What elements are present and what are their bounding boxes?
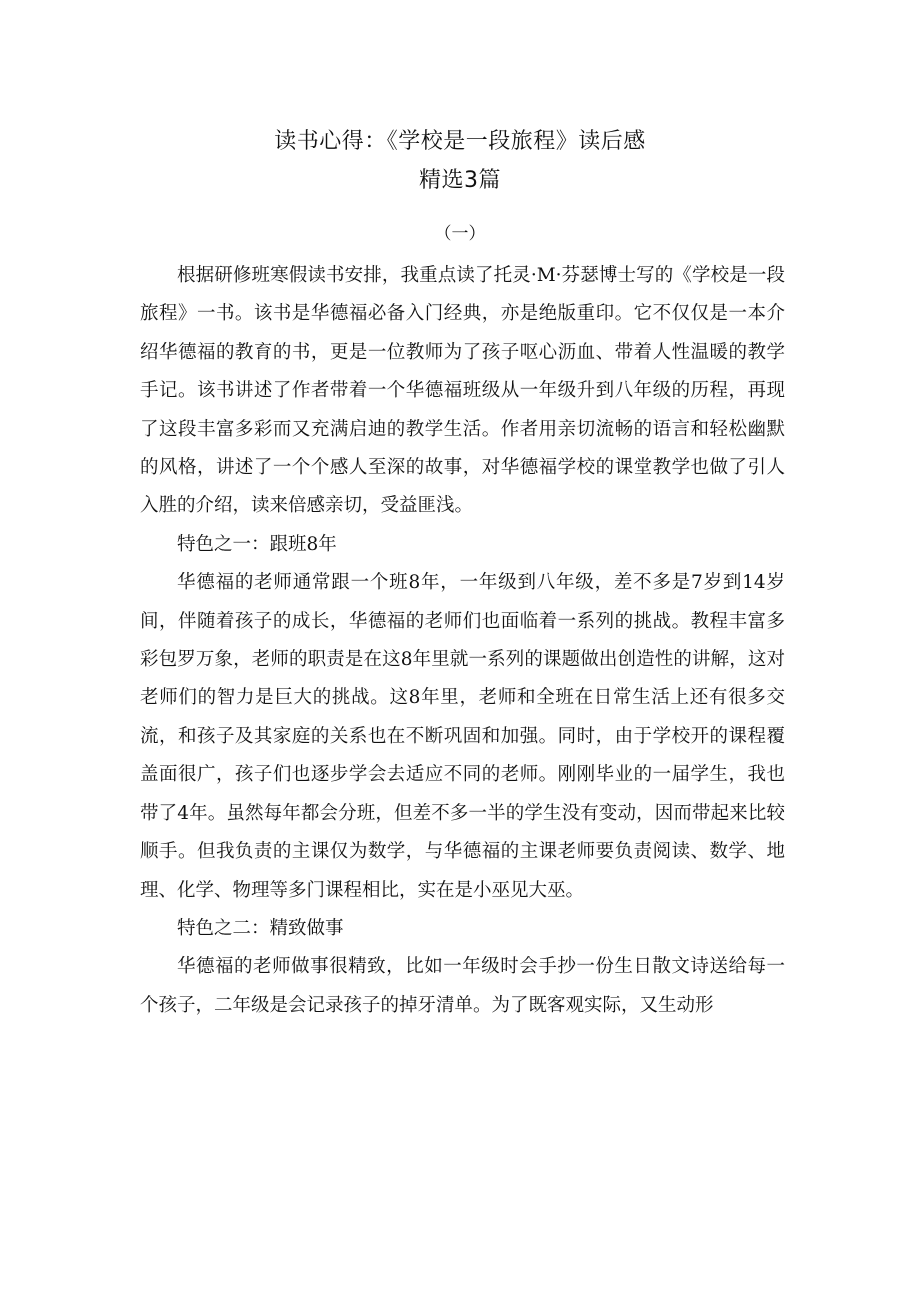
section-number: （一）	[434, 224, 486, 244]
document-subtitle: 精选3篇	[419, 168, 501, 193]
document-title: 读书心得：《学校是一段旅程》读后感	[274, 129, 646, 154]
section-heading-feature-two: 特色之二：精致做事	[177, 917, 344, 939]
paragraph-intro: 根据研修班寒假读书安排，我重点读了托灵·M·芬瑟博士写的《学校是一段旅程》一书。该书是华德福必备入门经典，亦是绝版重印。它不仅仅是一本介绍华德福的教育的书，更是一位教师为了孩子呕心沥血、带着人性温暖的教学手记。该书讲述了作者带着一个华德福班级从一年级升到八年级的历程，再现了这段丰富多彩而又充满启迪的教学生活。作者用亲切流畅的语言和轻松幽默的风格，讲述了一个个感人至深的故事，对华德福学校的课堂教学也做了引人入胜的介绍，读来倍感亲切，受益匪浅。	[140, 265, 785, 517]
section-heading-feature-one: 特色之一：跟班8年	[177, 533, 337, 555]
paragraph-feature-one: 华德福的老师通常跟一个班8年，一年级到八年级，差不多是7岁到14岁间，伴随着孩子的成长，华德福的老师们也面临着一系列的挑战。教程丰富多彩包罗万象，老师的职责是在这8年里就一系列的课题做出创造性的讲解，这对老师们的智力是巨大的挑战。这8年里，老师和全班在日常生活上还有很多交流，和孩子及其家庭的关系也在不断巩固和加强。同时，由于学校开的课程覆盖面很广，孩子们也逐步学会去适应不同的老师。刚刚毕业的一届学生，我也带了4年。虽然每年都会分班，但差不多一半的学生没有变动，因而带起来比较顺手。但我负责的主课仅为数学，与华德福的主课老师要负责阅读、数学、地理、化学、物理等多门课程相比，实在是小巫见大巫。	[140, 572, 785, 901]
document-body	[140, 257, 785, 1025]
paragraph-feature-two: 华德福的老师做事很精致，比如一年级时会手抄一份生日散文诗送给每一个孩子，二年级是会记录孩子的掉牙清单。为了既客观实际，又生动形	[140, 956, 785, 1016]
